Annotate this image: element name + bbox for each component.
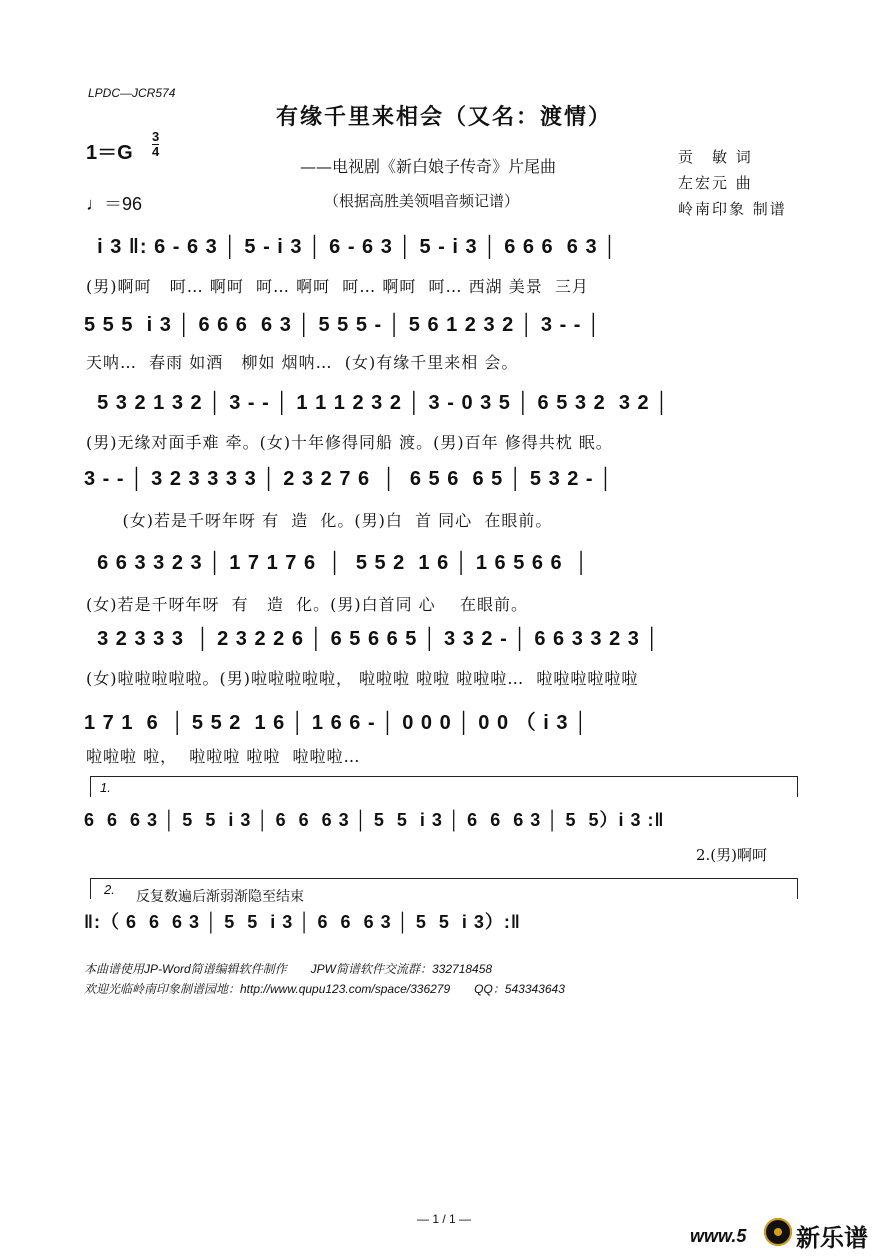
score-row-5-lyrics: (女)若是千呀年呀 有 造 化。(男)白首同 心 在眼前。 (86, 595, 529, 614)
volta-2-bracket (90, 878, 798, 879)
tempo-marking: ♩＝96 (86, 194, 143, 214)
score-row-1-notes: i 3 ‖: 6 - 6 3 │ 5 - i 3 │ 6 - 6 3 │ 5 - i 3 │ 6 6 6 6 3 │ (84, 236, 618, 258)
volta-2-label: 2. (104, 882, 115, 897)
volta-2-instruction: 反复数遍后渐弱渐隐至结束 (136, 888, 304, 904)
score-row-2-lyrics: 天呐… 春雨 如酒 柳如 烟呐… (女)有缘千里来相 会。 (86, 353, 519, 372)
watermark-url: www.5 (690, 1226, 747, 1246)
time-signature-bottom: 4 (152, 144, 160, 159)
score-row-1-lyrics: (男)啊呵 呵… 啊呵 呵… 啊呵 呵… 啊呵 呵… 西湖 美景 三月 (86, 277, 589, 296)
score-row-7-notes: 1 7 1 6 │ 5 5 2 1 6 │ 1 6 6 - │ 0 0 0 │ 0 0 （ i 3 │ (84, 712, 589, 734)
score-row-3-lyrics: (男)无缘对面手难 牵。(女)十年修得同船 渡。(男)百年 修得共枕 眠。 (86, 433, 613, 452)
score-row-2-notes: 5 5 5 i 3 │ 6 6 6 6 3 │ 5 5 5 - │ 5 6 1 2 3 2 │ 3 - - │ (84, 314, 602, 336)
time-signature-top: 3 (152, 129, 160, 144)
key-signature: 1＝G (86, 142, 133, 164)
footer-software-note: 本曲谱使用JP-Word简谱编辑软件制作 JPW简谱软件交流群：332718458 (84, 962, 493, 976)
score-code: LPDC—JCR574 (88, 86, 176, 100)
brand-logo: 新乐谱 (796, 1224, 868, 1252)
volta-2-notes: ‖:（ 6 6 6 3 │ 5 5 i 3 │ 6 6 6 3 │ 5 5 i 3）:‖ (84, 912, 521, 932)
footer-site-note: 欢迎光临岭南印象制谱园地：http://www.qupu123.com/space/336279 QQ：543343643 (84, 982, 565, 996)
vinyl-record-icon (764, 1218, 792, 1246)
credit-lyricist: 贡 敏 词 (678, 148, 753, 166)
credit-transcriber: 岭南印象 制谱 (678, 200, 787, 218)
volta-1-bracket (90, 776, 798, 777)
page-title: 有缘千里来相会（又名：渡情） (275, 104, 612, 130)
score-row-6-notes: 3 2 3 3 3 │ 2 3 2 2 6 │ 6 5 6 6 5 │ 3 3 2 - │ 6 6 3 3 2 3 │ (84, 628, 660, 650)
subtitle: ——电视剧《新白娘子传奇》片尾曲 (300, 157, 557, 176)
score-row-4-lyrics: (女)若是千呀年呀 有 造 化。(男)白 首 同心 在眼前。 (86, 511, 553, 530)
volta-1-notes: 6 6 6 3 │ 5 5 i 3 │ 6 6 6 3 │ 5 5 i 3 │ 6 6 6 3 │ 5 5）i 3 :‖ (84, 810, 665, 830)
score-row-6-lyrics: (女)啦啦啦啦啦。(男)啦啦啦啦啦， 啦啦啦 啦啦 啦啦啦… 啦啦啦啦啦啦 (86, 669, 639, 688)
volta-1-label: 1. (100, 780, 111, 795)
transcription-note: （根据高胜美领唱音频记谱） (324, 192, 520, 210)
volta-1-lyrics: 2.(男)啊呵 (696, 846, 768, 864)
score-row-5-notes: 6 6 3 3 2 3 │ 1 7 1 7 6 │ 5 5 2 1 6 │ 1 6 5 6 6 │ (84, 552, 590, 574)
page-number: — 1 / 1 — (416, 1212, 472, 1226)
score-row-3-notes: 5 3 2 1 3 2 │ 3 - - │ 1 1 1 2 3 2 │ 3 - 0 3 5 │ 6 5 3 2 3 2 │ (84, 392, 670, 414)
score-row-7-lyrics: 啦啦啦 啦， 啦啦啦 啦啦 啦啦啦… (86, 747, 361, 766)
score-row-4-notes: 3 - - │ 3 2 3 3 3 3 │ 2 3 2 7 6 │ 6 5 6 6 5 │ 5 3 2 - │ (84, 468, 614, 490)
credit-composer: 左宏元 曲 (678, 174, 753, 192)
time-signature (152, 130, 159, 159)
